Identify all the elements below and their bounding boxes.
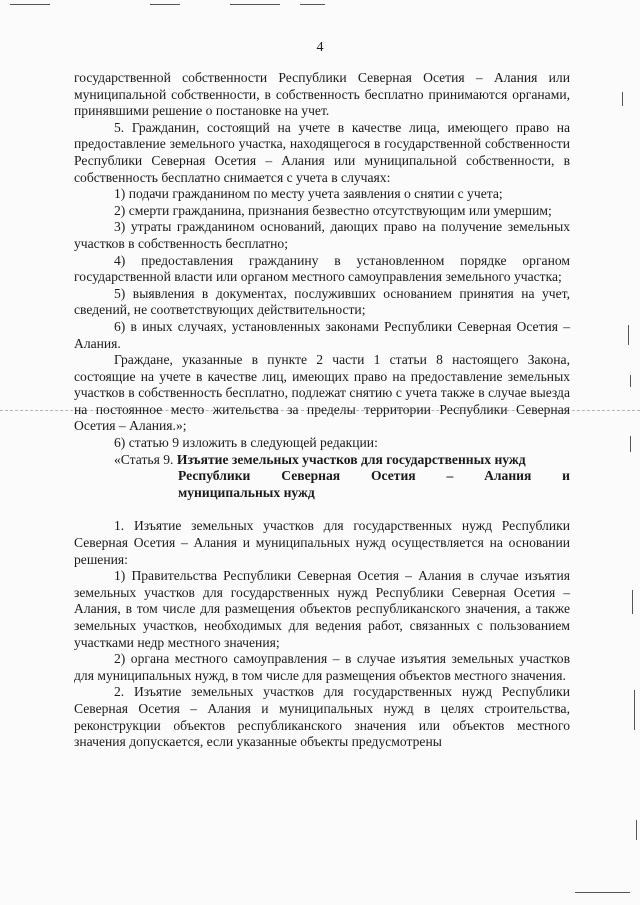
- document-body: [74, 70, 570, 751]
- scan-edge-mark: [634, 690, 635, 730]
- paragraph: 6) статью 9 изложить в следующей редакции:: [114, 435, 378, 451]
- scan-top-line: [10, 4, 50, 5]
- scan-edge-mark: [632, 590, 633, 614]
- scan-top-line: [150, 4, 180, 5]
- list-item: 3) утраты гражданином оснований, дающих право на получение земельных участков в собственность бесплатно;: [74, 219, 570, 251]
- paragraph: 1. Изъятие земельных участков для государственных нужд Республики Северная Осетия – Алания и муниципальных нужд осуществляется на основании решения:: [74, 518, 570, 567]
- list-item: 2) органа местного самоуправления – в случае изъятия земельных участков для муниципальных нужд, в том числе для размещения объектов местного значения.: [74, 651, 570, 683]
- scan-edge-mark: [630, 436, 631, 452]
- scan-top-line: [300, 4, 325, 5]
- scan-edge-mark: [622, 92, 623, 106]
- scan-top-line: [230, 4, 280, 5]
- list-item: 6) в иных случаях, установленных законами Республики Северная Осетия – Алания.: [74, 318, 570, 351]
- paragraph: Граждане, указанные в пункте 2 части 1 статьи 8 настоящего Закона, состоящие на учете в качестве лиц, имеющих право на предоставление земельных участков в собственность бесплатно, подлежат снятию с учета также в случае выезда на постоянное место жительства за пределы территории Республики Северная Осетия – Алания.»;: [74, 352, 570, 434]
- scan-edge-mark: [636, 820, 637, 840]
- article-title-line: Изъятие земельных участков для государственных нужд: [176, 451, 526, 467]
- list-item: 4) предоставления гражданину в установленном порядке органом государственной власти или органом местного самоуправления земельного участка;: [74, 252, 570, 285]
- scan-bottom-line: [575, 892, 630, 893]
- scan-edge-mark: [628, 325, 629, 345]
- article-heading: [74, 452, 570, 502]
- paragraph: 5. Гражданин, состоящий на учете в качестве лица, имеющего право на предоставление земельного участка, находящегося в государственной собственности Республики Северная Осетия – Алания или муниципальной собственности, в собственность бесплатно снимается с учета в случаях:: [74, 119, 570, 185]
- blank-space: [74, 501, 570, 518]
- article-title-line: муниципальных нужд: [178, 484, 315, 500]
- list-item: 1) Правительства Республики Северная Осетия – Алания в случае изъятия земельных участков для государственных нужд Республики Северная Осетия – Алания, в том числе для размещения объектов республиканского значения, а также земельных участков, необходимых для ведения работ, связанных с пользованием участками недр местного значения;: [74, 568, 570, 650]
- paragraph: государственной собственности Республики Северная Осетия – Алания или муниципальной собственности, в собственность бесплатно принимаются органами, принявшими решение о постановке на учет.: [74, 70, 570, 119]
- page-number: 4: [316, 40, 324, 55]
- scan-edge-mark: [630, 375, 631, 387]
- article-title-line: Республики Северная Осетия – Алания и: [178, 468, 570, 484]
- list-item: 2) смерти гражданина, признания безвестно отсутствующим или умершим;: [114, 202, 552, 218]
- article-prefix: «Статья 9.: [114, 451, 174, 467]
- paragraph: 2. Изъятие земельных участков для государственных нужд Республики Северная Осетия – Алания и муниципальных нужд в целях строительства, реконструкции объектов республиканского значения или объектов местного значения допускается, если указанные объекты предусмотрены: [74, 684, 570, 750]
- list-item: 1) подачи гражданином по месту учета заявления о снятии с учета;: [114, 186, 503, 202]
- list-item: 5) выявления в документах, послуживших основанием принятия на учет, сведений, не соответствующих действительности;: [74, 285, 570, 318]
